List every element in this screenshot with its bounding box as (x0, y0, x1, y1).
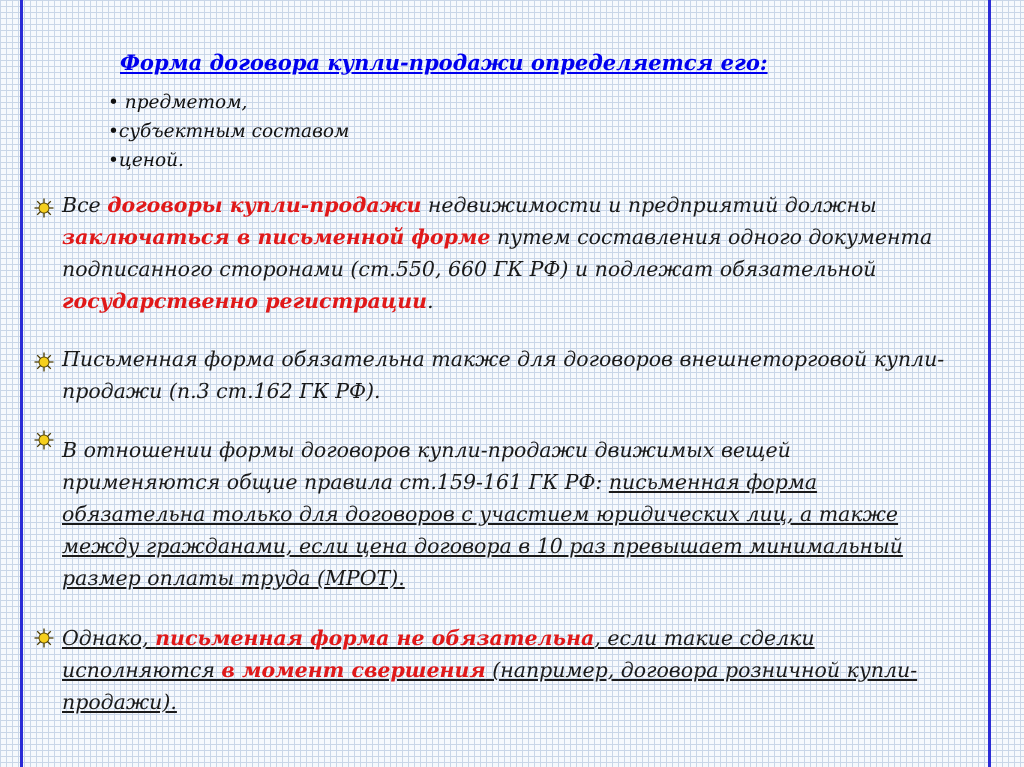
text-segment: В отношении формы договоров купли-продажи движимых вещей применяются общие правила ст.159-161 ГК РФ: (62, 438, 791, 494)
sun-icon (34, 198, 54, 218)
text-segment: (например, договора розничной купли-продажи). (62, 658, 918, 714)
slide-heading: Форма договора купли-продажи определяется его: (120, 50, 768, 75)
subitem-price: •ценой. (108, 150, 184, 171)
underlined-text: письменная форма обязательна только для договоров с участием юридических лиц, а также между гражданами, если цена договора в 10 раз превышает минимальный размер оплаты труда (МРОТ). (62, 470, 903, 590)
highlight-text: в момент свершения (221, 658, 486, 682)
paragraph-real-estate (62, 189, 952, 317)
text-segment: Письменная форма обязательна также для договоров внешнеторговой купли-продажи (п.3 ст.162 ГК РФ). (62, 347, 945, 403)
subitem-subject: • предметом, (108, 92, 248, 113)
text-segment: Однако, (62, 626, 156, 650)
paragraph-exception (62, 622, 952, 718)
text-segment: , если такие сделки исполняются (62, 626, 815, 682)
subitem-list (108, 88, 349, 175)
sun-icon (34, 352, 54, 372)
sun-icon (34, 430, 54, 450)
text-segment: путем составления одного документа подписанного сторонами (ст.550, 660 ГК РФ) и подлежат обязательной (62, 225, 933, 281)
text-segment: . (427, 289, 434, 313)
highlight-text: договоры купли-продажи (107, 193, 422, 217)
paragraph-foreign-trade (62, 343, 952, 407)
highlight-text: заключаться в письменной форме (62, 225, 491, 249)
right-border-rule (988, 0, 991, 767)
subitem-parties: •субъектным составом (108, 121, 350, 142)
sun-icon (34, 628, 54, 648)
paragraph-movable-property (62, 434, 952, 594)
highlight-text: письменная форма не обязательна (155, 626, 595, 650)
left-border-rule (20, 0, 23, 767)
text-segment: Все (62, 193, 108, 217)
text-segment: недвижимости и предприятий должны (421, 193, 877, 217)
highlight-text: государственно регистрации (62, 289, 428, 313)
